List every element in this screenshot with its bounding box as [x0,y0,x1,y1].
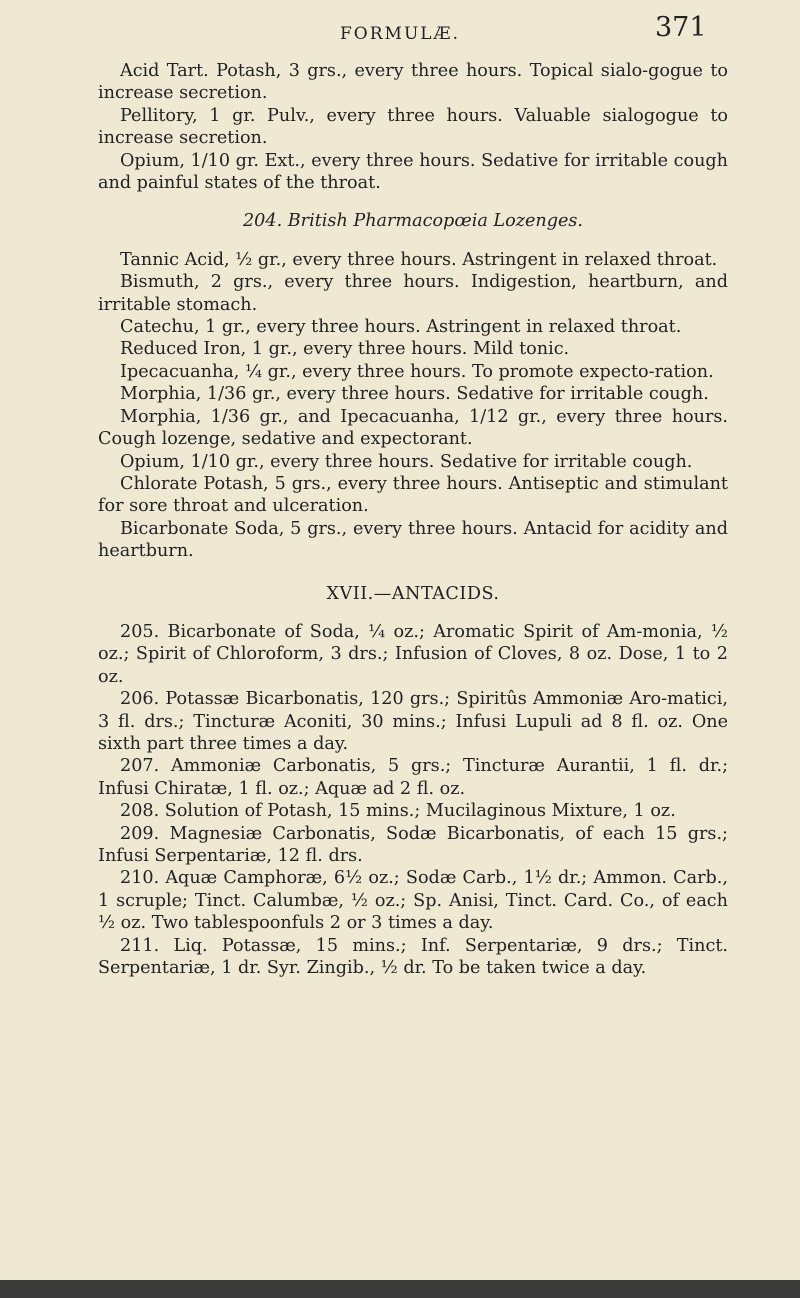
formula-item: 206. Potassæ Bicarbonatis, 120 grs.; Spiritûs Ammoniæ Aro-matici, 3 fl. drs.; Tincturæ Aconiti, 30 mins.; Infusi Lupuli ad 8 fl. oz. One sixth part three times a day. [98,689,728,754]
formula-item: 209. Magnesiæ Carbonatis, Sodæ Bicarbonatis, of each 15 grs.; Infusi Serpentariæ, 12 fl. drs. [98,823,728,866]
page-number: 371 [655,12,707,43]
list-item: Reduced Iron, 1 gr., every three hours. Mild tonic. [120,339,570,360]
paragraph: Opium, 1/10 gr. Ext., every three hours. Sedative for irritable cough and painful states of the throat. [98,150,728,194]
section-heading-antacids: XVII.—ANTACIDS. [326,583,500,604]
paragraph: Acid Tart. Potash, 3 grs., every three hours. Topical sialo-gogue to increase secretion. [98,61,728,104]
formula-item: 207. Ammoniæ Carbonatis, 5 grs.; Tincturæ Aurantii, 1 fl. dr.; Infusi Chiratæ, 1 fl. oz.; Aquæ ad 2 fl. oz. [98,756,728,799]
list-item: Bicarbonate Soda, 5 grs., every three hours. Antacid for acidity and heartburn. [98,518,728,562]
formula-item: 210. Aquæ Camphoræ, 6½ oz.; Sodæ Carb., 1½ dr.; Ammon. Carb., 1 scruple; Tinct. Calumbæ, ½ oz.; Sp. Anisi, Tinct. Card. Co., of each ½ oz. Two tablespoonfuls 2 or 3 times a day. [98,868,728,934]
list-item: Bismuth, 2 grs., every three hours. Indigestion, heartburn, and irritable stomach. [98,272,728,315]
page-edge-shadow [0,1280,800,1298]
running-title: FORMULÆ. [340,24,460,44]
list-item: Morphia, 1/36 gr., every three hours. Sedative for irritable cough. [120,384,709,405]
list-item: Chlorate Potash, 5 grs., every three hours. Antiseptic and stimulant for sore throat and ulceration. [98,473,728,517]
list-item: Ipecacuanha, ¼ gr., every three hours. To promote expecto-ration. [120,361,714,382]
list-item: Tannic Acid, ½ gr., every three hours. Astringent in relaxed throat. [120,249,718,270]
formula-item: 205. Bicarbonate of Soda, ¼ oz.; Aromatic Spirit of Am-monia, ½ oz.; Spirit of Chloroform, 3 drs.; Infusion of Cloves, 8 oz. Dose, 1 to 2 oz. [98,621,728,687]
page-body [98,60,728,979]
list-item: Morphia, 1/36 gr., and Ipecacuanha, 1/12 gr., every three hours. Cough lozenge, sedative and expectorant. [98,406,728,450]
list-item: Opium, 1/10 gr., every three hours. Sedative for irritable cough. [120,451,693,472]
list-item: Catechu, 1 gr., every three hours. Astringent in relaxed throat. [120,317,682,338]
formula-item: 208. Solution of Potash, 15 mins.; Mucilaginous Mixture, 1 oz. [120,801,676,822]
section-heading-204: 204. British Pharmacopœia Lozenges. [242,211,584,232]
paragraph: Pellitory, 1 gr. Pulv., every three hours. Valuable sialogogue to increase secretion. [98,105,728,149]
formula-item: 211. Liq. Potassæ, 15 mins.; Inf. Serpentariæ, 9 drs.; Tinct. Serpentariæ, 1 dr. Syr. Zingib., ½ dr. To be taken twice a day. [98,935,728,979]
